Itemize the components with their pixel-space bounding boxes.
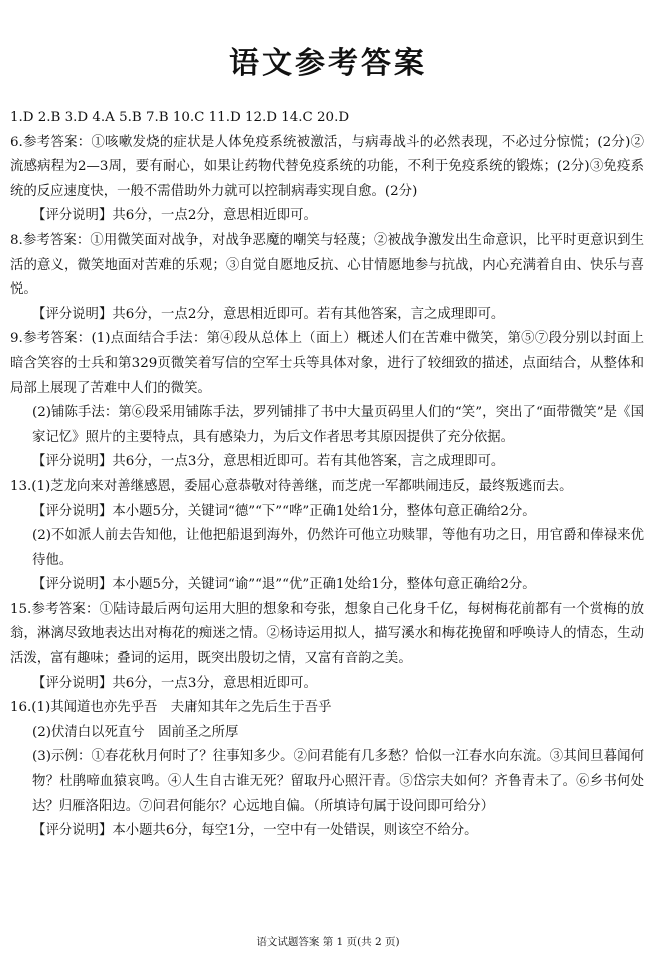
q16-part3: (3)示例：①春花秋月何时了？往事知多少。②问君能有几多愁？恰似一江春水向东流。③其间旦暮闻何物？杜鹃啼血猿哀鸣。④人生自古谁无死？留取丹心照汗青。⑤岱宗夫如何？齐鲁青未了。⑥乡书何处达？归雁洛阳边。⑦问君何能尔？心远地自偏。（所填诗句属于设问即可给分）: [32, 749, 644, 814]
q16-part1: 16.(1)其闻道也亦先乎吾 夫庸知其年之先后生于吾乎: [10, 700, 332, 716]
q8-answer: 8.参考答案：①用微笑面对战争，对战争恶魔的嘲笑与轻蔑；②被战争激发出生命意识，比平时更意识到生活的意义，微笑地面对苦难的乐观；③自觉自愿地反抗、心甘情愿地参与抗战，内心充满着自由、快乐与喜悦。: [10, 232, 644, 298]
q9-answer-part2: (2)铺陈手法：第⑥段采用铺陈手法，罗列铺排了书中大量页码里人们的“笑”，突出了“面带微笑”是《国家记忆》照片的主要特点，具有感染力，为后文作者思考其原因提供了充分依据。: [32, 405, 644, 445]
q16-scoring-note: 【评分说明】本小题共6分，每空1分，一空中有一处错误，则该空不给分。: [32, 823, 478, 839]
answer-body: [10, 106, 644, 844]
page-footer: 语文试题答案 第 1 页(共 2 页): [256, 936, 400, 948]
q6-scoring-note: 【评分说明】共6分，一点2分，意思相近即可。: [32, 208, 317, 224]
q15-scoring-note: 【评分说明】共6分，一点3分，意思相近即可。: [32, 675, 317, 691]
q13-scoring-note-1: 【评分说明】本小题5分，关键词“德”“下”“哗”正确1处给1分，整体句意正确给2分。: [32, 503, 536, 519]
q13-part1: 13.(1)芝龙向来对善继感恩，委屈心意恭敬对待善继，而芝虎一军都哄闹违反，最终叛逃而去。: [10, 478, 573, 494]
q8-scoring-note: 【评分说明】共6分，一点2分，意思相近即可。若有其他答案，言之成理即可。: [32, 306, 505, 322]
q9-scoring-note: 【评分说明】共6分，一点3分，意思相近即可。若有其他答案，言之成理即可。: [32, 454, 505, 470]
q6-answer: 6.参考答案：①咳嗽发烧的症状是人体免疫系统被激活，与病毒战斗的必然表现，不必过分惊慌；(2分)②流感病程为2—3周，要有耐心，如果让药物代替免疫系统的功能，不利于免疫系统的锻炼；(2分)③免疫系统的反应速度快，一般不需借助外力就可以控制病毒实现自愈。(2分): [10, 134, 644, 199]
q16-part2: (2)伏清白以死直兮 固前圣之所厚: [32, 724, 239, 740]
q9-answer: 9.参考答案：(1)点面结合手法：第④段从总体上（面上）概述人们在苦难中微笑，第⑤⑦段分别以封面上暗含笑容的士兵和第329页微笑着写信的空军士兵等具体对象，进行了较细致的描述，点面结合，从整体和局部上展现了苦难中人们的微笑。: [10, 331, 644, 396]
mc-answers: 1.D 2.B 3.D 4.A 5.B 7.B 10.C 11.D 12.D 14.C 20.D: [10, 110, 350, 125]
q13-part2: (2)不如派人前去告知他，让他把船退到海外，仍然许可他立功赎罪，等他有功之日，用官爵和俸禄来优待他。: [32, 528, 644, 568]
q13-scoring-note-2: 【评分说明】本小题5分，关键词“谕”“退”“优”正确1处给1分，整体句意正确给2分。: [32, 577, 536, 593]
q15-answer: 15.参考答案：①陆诗最后两句运用大胆的想象和夸张，想象自己化身千亿，每树梅花前都有一个赏梅的放翁，淋漓尽致地表达出对梅花的痴迷之情。②杨诗运用拟人，描写溪水和梅花挽留和呼唤诗人的情态，生动活泼，富有趣味；叠词的运用，既突出殷切之情，又富有音韵之美。: [10, 601, 644, 667]
page-title: 语文参考答案: [229, 46, 427, 81]
